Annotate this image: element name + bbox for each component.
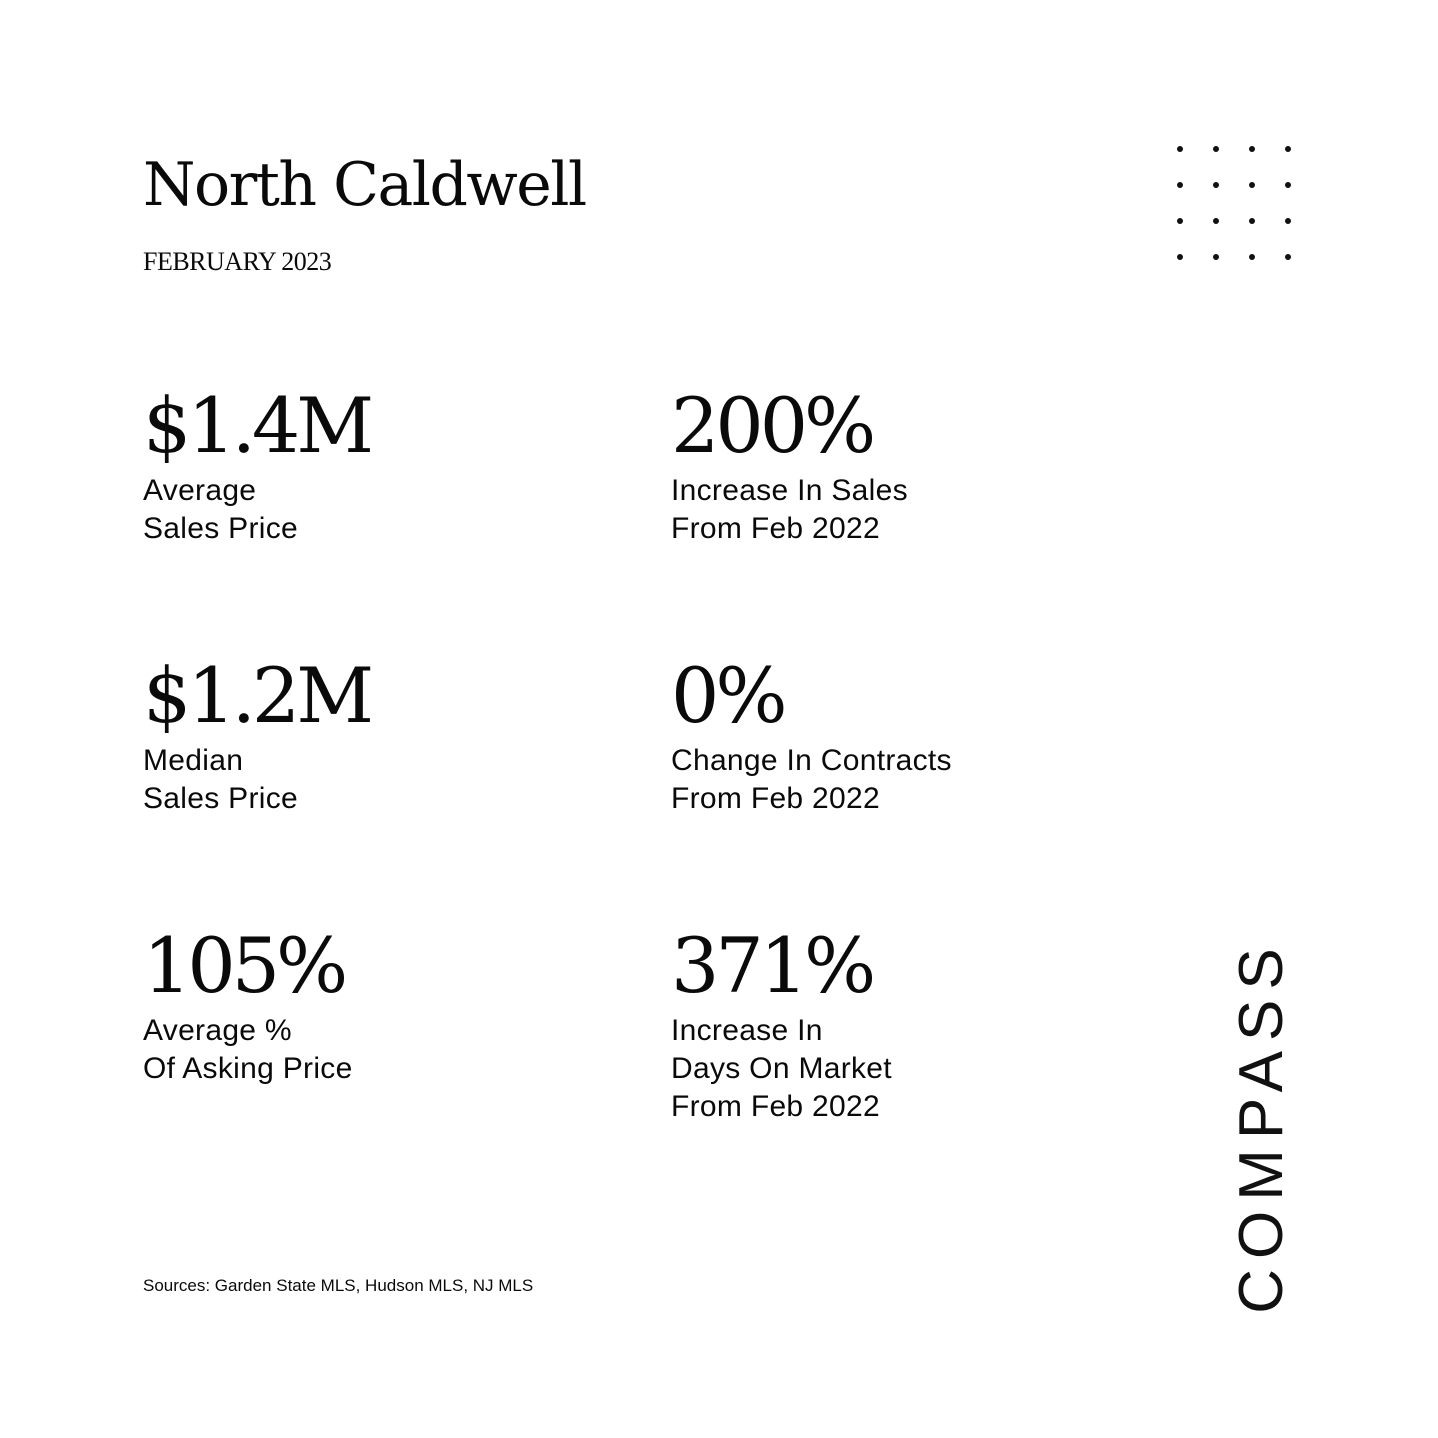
decorative-dot xyxy=(1177,182,1183,188)
stat-label-line: Median xyxy=(143,744,244,777)
stat-label-line: Average xyxy=(143,474,257,507)
stat-label-line: Average % xyxy=(143,1014,292,1047)
stat-value: 105% xyxy=(143,921,345,1010)
stat-value: 371% xyxy=(671,921,873,1010)
decorative-dot xyxy=(1249,146,1255,152)
decorative-dot xyxy=(1213,254,1219,260)
stat-label-line: From Feb 2022 xyxy=(671,1090,880,1123)
stat-label-line: Of Asking Price xyxy=(143,1052,353,1085)
sources-note: Sources: Garden State MLS, Hudson MLS, NJ MLS xyxy=(143,1276,534,1295)
stat-label-line: Increase In Sales xyxy=(671,474,908,507)
decorative-dot xyxy=(1249,218,1255,224)
decorative-dot xyxy=(1285,182,1291,188)
decorative-dot xyxy=(1213,182,1219,188)
dot-grid-decoration xyxy=(1177,146,1297,266)
stat-label xyxy=(671,472,908,548)
stat-increase-in-days-on-market xyxy=(671,921,892,1126)
stat-average-of-asking-price xyxy=(143,921,353,1088)
stat-label-line: From Feb 2022 xyxy=(671,782,880,815)
stat-label-line: Increase In xyxy=(671,1014,823,1047)
stat-median-sales-price xyxy=(143,651,371,818)
stat-value: $1.4M xyxy=(143,381,371,470)
decorative-dot xyxy=(1285,254,1291,260)
page-title: North Caldwell xyxy=(143,150,586,220)
stat-label xyxy=(143,472,370,548)
stat-label xyxy=(143,742,370,818)
stat-value: 200% xyxy=(671,381,873,470)
decorative-dot xyxy=(1177,218,1183,224)
decorative-dot xyxy=(1249,254,1255,260)
compass-logo xyxy=(1226,938,1298,1314)
stat-average-sales-price xyxy=(143,381,371,548)
decorative-dot xyxy=(1213,146,1219,152)
decorative-dot xyxy=(1249,182,1255,188)
report-date: FEBRUARY 2023 xyxy=(143,247,332,276)
stat-label-line: From Feb 2022 xyxy=(671,512,880,545)
stat-label-line: Change In Contracts xyxy=(671,744,952,777)
stat-label-line: Days On Market xyxy=(671,1052,892,1085)
stat-label-line: Sales Price xyxy=(143,782,299,815)
decorative-dot xyxy=(1285,218,1291,224)
stat-label xyxy=(143,1012,353,1088)
stat-increase-in-sales xyxy=(671,381,908,548)
stat-change-in-contracts xyxy=(671,651,952,818)
stat-value: 0% xyxy=(671,651,784,740)
stat-label xyxy=(671,1012,892,1126)
decorative-dot xyxy=(1285,146,1291,152)
decorative-dot xyxy=(1177,254,1183,260)
decorative-dot xyxy=(1213,218,1219,224)
stat-value: $1.2M xyxy=(143,651,371,740)
decorative-dot xyxy=(1177,146,1183,152)
stat-label xyxy=(671,742,952,818)
compass-wordmark: COMPASS xyxy=(1227,938,1296,1314)
stat-label-line: Sales Price xyxy=(143,512,299,545)
